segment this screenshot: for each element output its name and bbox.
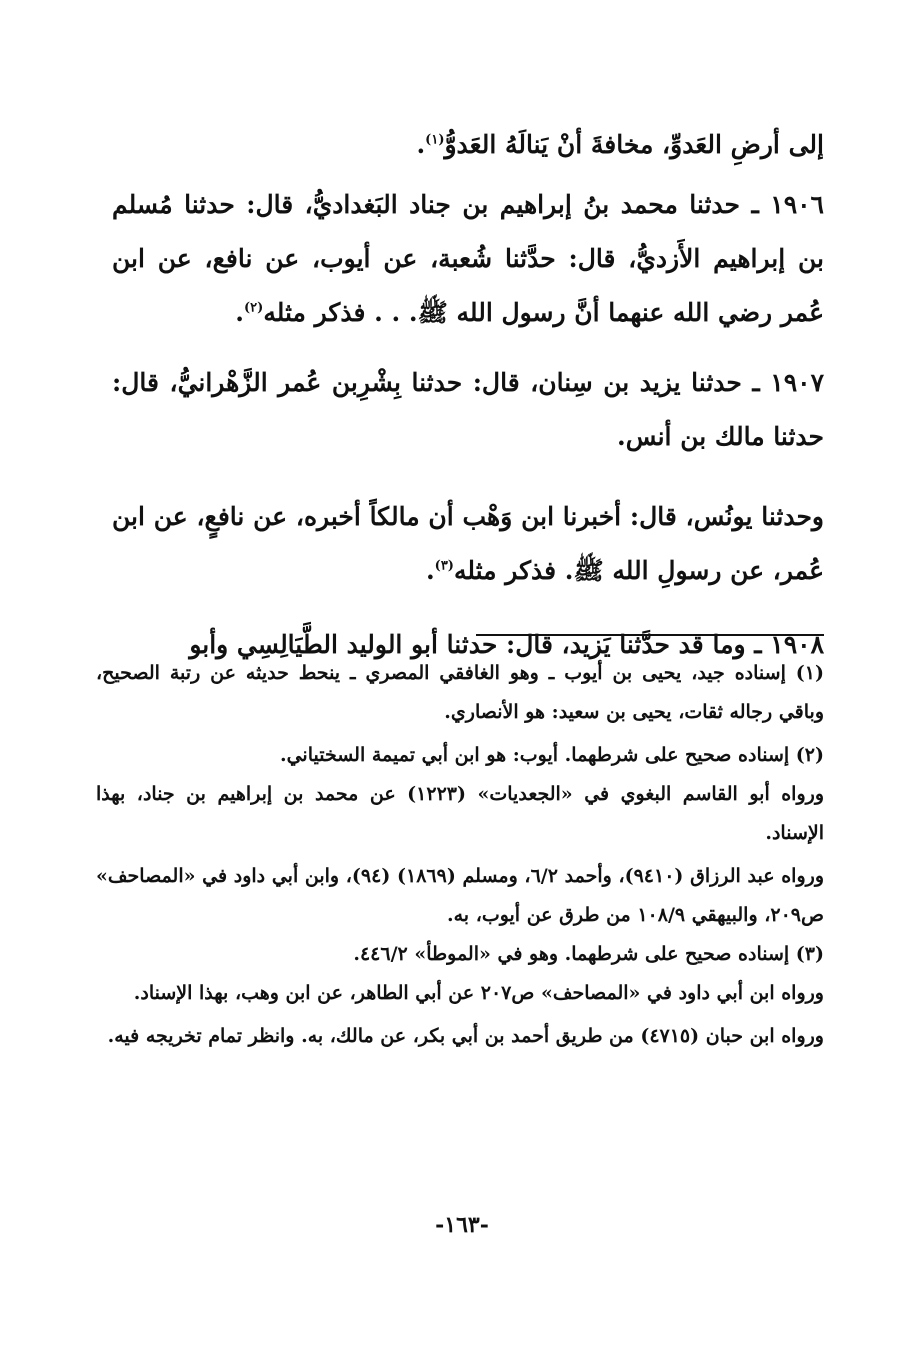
hadith-1907 [112,356,824,464]
footnote-2: (٢) إسناده صحيح على شرطهما. أيوب: هو ابن أبي تميمة السختياني. [279,744,824,766]
footnote-2-continued: ورواه أبو القاسم البغوي في «الجعديات» (١٢٢٣) عن محمد بن إبراهيم بن جناد، بهذا الإسناد. [96,783,824,844]
footnotes [96,654,824,1056]
footnote-3-continued: ورواه ابن حبان (٤٧١٥) من طريق أحمد بن أبي بكر، عن مالك، به. وانظر تمام تخريجه فيه. [107,1025,824,1047]
footnote-separator [476,634,824,636]
footnote-1: (١) إسناده جيد، يحيى بن أيوب ـ وهو الغافقي المصري ـ ينحط حديثه عن رتبة الصحيح، وباقي رجاله ثقات، يحيى بن سعيد: هو الأنصاري. [96,662,824,723]
hadith-text: ـ حدثنا يزيد بن سِنان، قال: حدثنا بِشْرِبن عُمر الزَّهْرانيُّ، قال: حدثنا مالك بن أنس. [112,368,824,451]
footnote-ref: (٣) [434,558,454,574]
paragraph-end: . [416,130,426,159]
paragraph-end: . [425,556,435,585]
footnote-ref: (١) [425,132,445,148]
hadith-text: ـ حدثنا محمد بنُ إبراهيم بن جناد البَغداديُّ، قال: حدثنا مُسلم بن إبراهيم الأَزديُّ، قال: حدَّثنا شُعبة، عن أيوب، عن نافع، عن ابن عُمر رضي الله عنهما أنَّ رسول الله ﷺ. . . فذكر مثله [112,190,824,327]
footnote-3-continued: ورواه ابن أبي داود في «المصاحف» ص٢٠٧ عن أبي الطاهر، عن ابن وهب، بهذا الإسناد. [133,982,824,1004]
footnote-2-continued: ورواه عبد الرزاق (٩٤١٠)، وأحمد ٦/٢، ومسلم (١٨٦٩) (٩٤)، وابن أبي داود في «المصاحف» ص٢٠٩، والبيهقي ١٠٨/٩ من طرق عن أيوب، به. [96,865,824,926]
footnote-ref: (٢) [244,300,264,316]
hadith-text: ـ وما قد حدَّثنا يَزيد، قال: حدثنا أبو الوليد الطَّيَالِسِي وأبو [189,630,762,659]
hadith-text: وحدثنا يونُس، قال: أخبرنا ابن وَهْب أن مالكاً أخبره، عن نافعٍ، عن ابن عُمر، عن رسولِ الله ﷺ. فذكر مثله [112,502,824,585]
hadith-number: ١٩٠٦ [770,190,824,219]
hadith-1907-second-chain [112,490,824,598]
hadith-number: ١٩٠٨ [770,630,824,659]
hadith-number: ١٩٠٧ [770,368,824,397]
page-number: -١٦٣- [435,1212,489,1238]
paragraph-continuation [112,118,824,172]
paragraph-text: إلى أرضِ العَدوِّ، مخافةَ أنْ يَنالَهُ العَدوُّ [444,130,824,159]
footnote-3: (٣) إسناده صحيح على شرطهما. وهو في «الموطأ» ٤٤٦/٢. [353,943,824,965]
main-text [112,118,824,672]
paragraph-end: . [235,298,245,327]
hadith-1906 [112,178,824,340]
